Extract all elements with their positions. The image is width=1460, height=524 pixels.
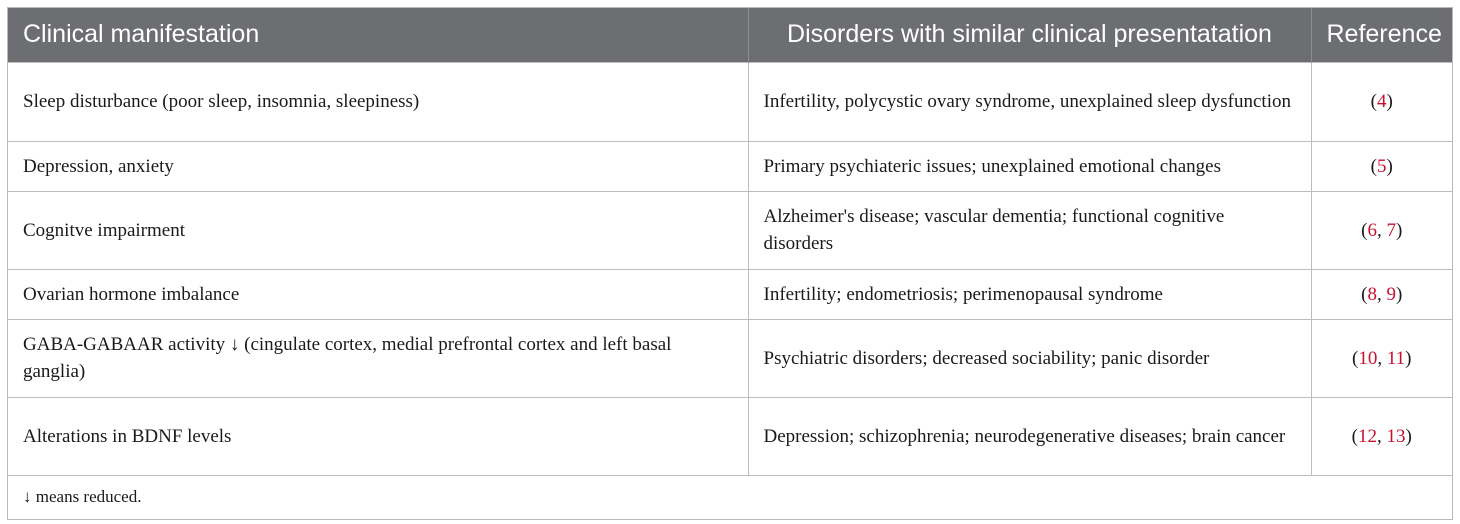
manifestation-cell: Alterations in BDNF levels: [8, 397, 748, 475]
reference-link[interactable]: 8: [1367, 283, 1377, 305]
table-row: [8, 141, 1452, 191]
reference-cell: (12, 13): [1311, 397, 1452, 475]
header-row: [8, 8, 1452, 62]
table-row: [8, 397, 1452, 475]
manifestation-cell: GABA-GABAAR activity ↓ (cingulate cortex, medial prefrontal cortex and left basal ganglia): [8, 319, 748, 397]
disorders-cell: Depression; schizophrenia; neurodegenerative diseases; brain cancer: [748, 397, 1311, 475]
reference-cell: (4): [1311, 62, 1452, 141]
table-row: [8, 269, 1452, 319]
manifestation-cell: Depression, anxiety: [8, 141, 748, 191]
reference-link[interactable]: 12: [1358, 425, 1377, 447]
reference-link[interactable]: 9: [1386, 283, 1396, 305]
reference-cell: (8, 9): [1311, 269, 1452, 319]
table-row: [8, 191, 1452, 269]
reference-link[interactable]: 13: [1386, 425, 1406, 447]
clinical-table-container: [7, 7, 1453, 520]
table-footnote: ↓ means reduced.: [8, 475, 1452, 519]
reference-link[interactable]: 6: [1367, 219, 1377, 241]
manifestation-cell: Ovarian hormone imbalance: [8, 269, 748, 319]
table-header: [8, 8, 1452, 62]
disorders-cell: Psychiatric disorders; decreased sociability; panic disorder: [748, 319, 1311, 397]
reference-cell: (6, 7): [1311, 191, 1452, 269]
reference-cell: (5): [1311, 141, 1452, 191]
footnote-row: [8, 475, 1452, 519]
header-reference: Reference: [1311, 8, 1452, 62]
disorders-cell: Primary psychiateric issues; unexplained emotional changes: [748, 141, 1311, 191]
manifestation-cell: Cognitve impairment: [8, 191, 748, 269]
header-disorders: Disorders with similar clinical presentatation: [748, 8, 1311, 62]
disorders-cell: Alzheimer's disease; vascular dementia; functional cognitive disorders: [748, 191, 1311, 269]
reference-link[interactable]: 5: [1377, 155, 1387, 177]
reference-link[interactable]: 4: [1377, 91, 1387, 112]
reference-link[interactable]: 11: [1386, 347, 1406, 369]
table-row: [8, 319, 1452, 397]
clinical-manifestation-table: [8, 8, 1452, 519]
reference-cell: (10, 11): [1311, 319, 1452, 397]
disorders-cell: Infertility; endometriosis; perimenopausal syndrome: [748, 269, 1311, 319]
reference-link[interactable]: 7: [1386, 219, 1396, 241]
table-body: [8, 62, 1452, 475]
table-footer: [8, 475, 1452, 519]
reference-link[interactable]: 10: [1358, 347, 1378, 369]
disorders-cell: Infertility, polycystic ovary syndrome, unexplained sleep dysfunction: [748, 62, 1311, 141]
manifestation-cell: Sleep disturbance (poor sleep, insomnia, sleepiness): [8, 62, 748, 141]
header-clinical-manifestation: Clinical manifestation: [8, 8, 748, 62]
table-row: [8, 62, 1452, 141]
